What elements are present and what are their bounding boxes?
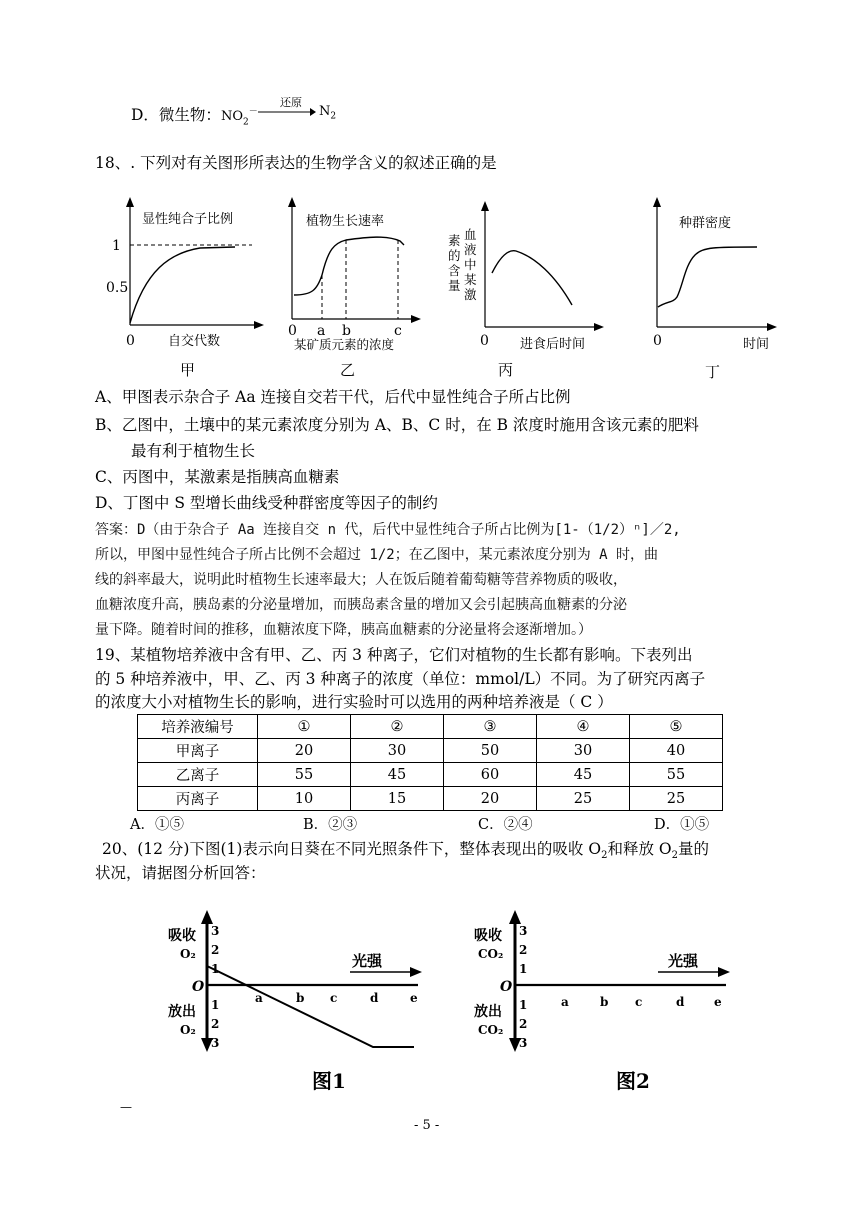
fig2-absorb-gas: CO₂ bbox=[478, 947, 504, 961]
table-header-row bbox=[138, 715, 723, 739]
yi-tick-c: c bbox=[394, 323, 402, 339]
table-cell: 10 bbox=[258, 787, 351, 811]
q18-option-b: B、乙图中，土壤中的某元素浓度分别为 A、B、C 时，在 B 浓度时施用含该元素的肥料 bbox=[95, 416, 699, 434]
fig1-xtick-c: c bbox=[330, 991, 338, 1005]
table-cell: 乙离子 bbox=[138, 763, 258, 787]
fig2-tick: 3 bbox=[519, 924, 528, 938]
bing-ylabel-2: 中 bbox=[464, 257, 477, 272]
jia-y1: 1 bbox=[112, 238, 121, 254]
fig1-absorb-label: 吸收 bbox=[168, 928, 196, 944]
ding-caption: 丁 bbox=[705, 363, 721, 380]
fig2-tick: 1 bbox=[519, 962, 528, 976]
table-row bbox=[138, 787, 723, 811]
table-cell: 45 bbox=[351, 763, 444, 787]
table-cell: 20 bbox=[258, 739, 351, 763]
figure-2 bbox=[468, 908, 738, 1100]
table-row bbox=[138, 763, 723, 787]
bing-ylabel-0: 血 bbox=[464, 227, 477, 242]
table-cell: 20 bbox=[444, 787, 537, 811]
q19-line-1: 19、某植物培养液中含有甲、乙、丙 3 种离子，它们对植物的生长都有影响。下表列出 bbox=[95, 646, 693, 664]
table-cell: ⑤ bbox=[630, 715, 723, 739]
fig1-tick: 1 bbox=[211, 998, 220, 1012]
bing-xlabel: 进食后时间 bbox=[520, 337, 586, 352]
ding-origin: 0 bbox=[653, 333, 662, 349]
table-cell: ① bbox=[258, 715, 351, 739]
graph-yi bbox=[282, 195, 432, 380]
yi-xlabel: 某矿质元素的浓度 bbox=[294, 337, 395, 352]
fig1-xtick-b: b bbox=[296, 991, 305, 1005]
q18-answer-line-3: 线的斜率最大，说明此时植物生长速率最大；人在饭后随着葡萄糖等营养物质的吸收， bbox=[95, 572, 627, 588]
yi-tick-0: 0 bbox=[288, 323, 297, 339]
fig2-absorb-label: 吸收 bbox=[474, 928, 502, 944]
fig1-origin: O bbox=[192, 979, 205, 995]
bing-ylabel-7: 含 bbox=[448, 263, 461, 278]
q19-option-c: C．②④ bbox=[478, 817, 533, 833]
table-cell: 30 bbox=[351, 739, 444, 763]
fig1-xtick-e: e bbox=[410, 991, 418, 1005]
figure-1 bbox=[160, 908, 430, 1100]
table-cell: 培养液编号 bbox=[138, 715, 258, 739]
graph-bing bbox=[440, 195, 610, 380]
fig1-xtick-a: a bbox=[255, 991, 263, 1005]
fig2-release-label: 放出 bbox=[474, 1004, 502, 1020]
fig1-release-gas: O₂ bbox=[180, 1023, 196, 1037]
table-cell: 30 bbox=[537, 739, 630, 763]
q18-option-a: A、甲图表示杂合子 Aa 连接自交若干代，后代中显性纯合子所占比例 bbox=[95, 388, 571, 406]
fig2-xtick-c: c bbox=[635, 995, 643, 1009]
svg-text:还原: 还原 bbox=[280, 96, 302, 109]
q18-title: 18、. 下列对有关图形所表达的生物学含义的叙述正确的是 bbox=[95, 154, 497, 172]
table-cell: 55 bbox=[630, 763, 723, 787]
fig2-tick: 1 bbox=[519, 998, 528, 1012]
yi-tick-b: b bbox=[342, 323, 351, 339]
fig2-xtick-b: b bbox=[600, 995, 609, 1009]
page-number: - 5 - bbox=[414, 1118, 440, 1133]
q18-option-d: D、丁图中 S 型增长曲线受种群密度等因子的制约 bbox=[95, 494, 438, 512]
fig2-origin: O bbox=[500, 979, 513, 995]
fig2-release-gas: CO₂ bbox=[478, 1023, 504, 1037]
fig1-absorb-gas: O₂ bbox=[180, 947, 196, 961]
jia-origin: 0 bbox=[126, 333, 135, 349]
jia-xlabel: 自交代数 bbox=[168, 334, 221, 349]
bing-ylabel-3: 某 bbox=[464, 272, 477, 287]
bing-ylabel-4: 激 bbox=[464, 287, 477, 302]
jia-y05: 0.5 bbox=[106, 280, 129, 296]
fig2-xtick-a: a bbox=[561, 995, 569, 1009]
table-cell: 25 bbox=[630, 787, 723, 811]
fig2-tick: 3 bbox=[519, 1036, 528, 1050]
q18-answer-line-2: 所以，甲图中显性纯合子所占比例不会超过 1/2；在乙图中，某元素浓度分别为 A 时，曲 bbox=[95, 547, 658, 563]
fig2-tick: 2 bbox=[519, 943, 528, 957]
table-cell: 60 bbox=[444, 763, 537, 787]
table-cell: 45 bbox=[537, 763, 630, 787]
table-cell: 15 bbox=[351, 787, 444, 811]
table-cell: 25 bbox=[537, 787, 630, 811]
q20-line-2: 状况，请据图分析回答： bbox=[95, 864, 266, 882]
ding-xlabel: 时间 bbox=[743, 337, 770, 352]
q18-answer-line-5: 量下降。随着时间的推移，血糖浓度下降，胰高血糖素的分泌量将会逐渐增加。） bbox=[95, 622, 592, 638]
graph-jia bbox=[100, 195, 270, 380]
table-cell: ④ bbox=[537, 715, 630, 739]
fig1-light-label: 光强 bbox=[352, 952, 383, 970]
q18-option-c: C、丙图中，某激素是指胰高血糖素 bbox=[95, 468, 340, 486]
bing-ylabel-8: 量 bbox=[448, 278, 461, 293]
jia-caption: 甲 bbox=[180, 361, 196, 379]
fig2-light-label: 光强 bbox=[668, 952, 699, 970]
yi-ylabel: 植物生长速率 bbox=[306, 214, 385, 229]
fig2-xtick-e: e bbox=[714, 995, 722, 1009]
q18-option-b-cont: 最有利于植物生长 bbox=[131, 442, 256, 460]
fig1-release-label: 放出 bbox=[168, 1004, 196, 1020]
yi-caption: 乙 bbox=[340, 361, 356, 379]
bing-ylabel-6: 的 bbox=[448, 248, 461, 263]
table-cell: 丙离子 bbox=[138, 787, 258, 811]
q18-answer-line-1: 答案：D（由于杂合子 Aa 连接自交 n 代，后代中显性纯合子所占比例为[1-（1/2）ⁿ]／2, bbox=[95, 522, 681, 538]
bing-ylabel-1: 液 bbox=[464, 242, 477, 257]
q17-product: $N_2$ bbox=[319, 104, 337, 122]
table-cell: 40 bbox=[630, 739, 723, 763]
fig1-xtick-d: d bbox=[370, 991, 379, 1005]
fig1-tick: 1 bbox=[211, 962, 220, 976]
fig1-tick: 2 bbox=[211, 943, 220, 957]
q19-option-d: D．①⑤ bbox=[654, 817, 710, 833]
table-cell: 甲离子 bbox=[138, 739, 258, 763]
ding-ylabel: 种群密度 bbox=[679, 216, 732, 231]
table-cell: 55 bbox=[258, 763, 351, 787]
table-cell: 50 bbox=[444, 739, 537, 763]
fig1-tick: 3 bbox=[211, 1036, 220, 1050]
bing-origin: 0 bbox=[480, 333, 489, 349]
reduction-arrow bbox=[254, 96, 316, 122]
bing-caption: 丙 bbox=[498, 361, 514, 379]
fig2-caption: 图2 bbox=[616, 1069, 650, 1093]
fig1-caption: 图1 bbox=[312, 1069, 346, 1093]
yi-tick-a: a bbox=[317, 323, 326, 339]
q18-answer-line-4: 血糖浓度升高，胰岛素的分泌量增加，而胰岛素含量的增加又会引起胰高血糖素的分泌 bbox=[95, 597, 627, 613]
fig1-tick: 2 bbox=[211, 1017, 220, 1031]
q20-line-1: 20、(12 分)下图(1)表示向日葵在不同光照条件下，整体表现出的吸收 $O_2$和释放 $O_2$量的 bbox=[102, 840, 709, 862]
fig2-tick: 2 bbox=[519, 1017, 528, 1031]
graph-ding bbox=[645, 195, 785, 380]
table-row bbox=[138, 739, 723, 763]
q19-line-2: 的 5 种培养液中，甲、乙、丙 3 种离子的浓度（单位：mmol/L）不同。为了研究丙离子 bbox=[95, 670, 706, 688]
jia-ylabel: 显性纯合子比例 bbox=[142, 212, 234, 227]
q19-option-b: B．②③ bbox=[303, 817, 358, 833]
table-cell: ② bbox=[351, 715, 444, 739]
q17-option-d: D．微生物：$NO_2^-$ bbox=[131, 106, 258, 128]
bing-ylabel-5: 素 bbox=[448, 233, 461, 248]
ion-table bbox=[137, 714, 723, 811]
fig2-xtick-d: d bbox=[676, 995, 685, 1009]
table-cell: ③ bbox=[444, 715, 537, 739]
footer-dash: — bbox=[120, 1100, 132, 1114]
fig1-tick: 3 bbox=[211, 924, 220, 938]
q19-line-3: 的浓度大小对植物生长的影响，进行实验时可以选用的两种培养液是（ C ） bbox=[95, 693, 613, 711]
q19-option-a: A．①⑤ bbox=[130, 817, 184, 833]
